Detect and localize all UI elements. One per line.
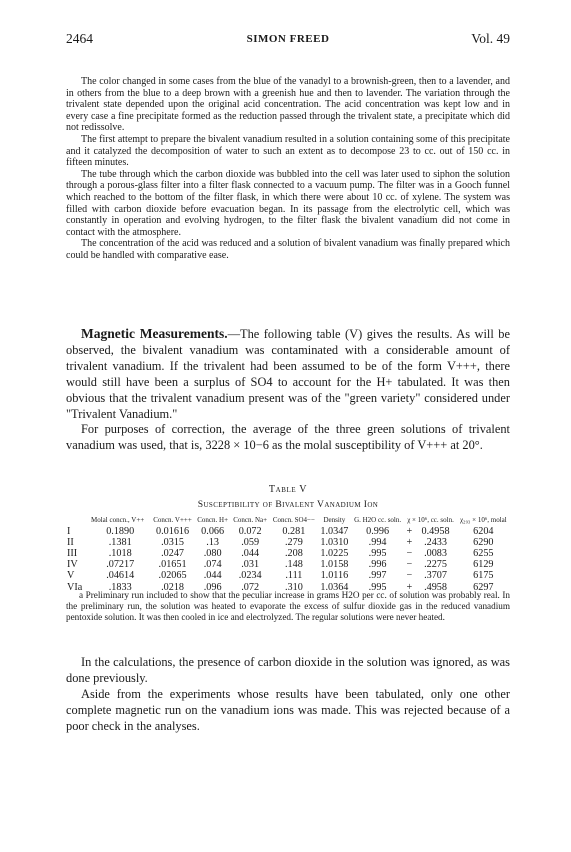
table-header-row <box>66 517 510 526</box>
cell: 0.1890 <box>106 525 135 537</box>
cell: .208 <box>284 548 303 559</box>
footnote-text: a Preliminary run included to show that the peculiar increase in grams H2O per cc. of solution was probably real. In the preliminary run, the solution was heated to evaporate the excess of sulfur dioxide gas in the reduced vanadium pentoxide solution. It was then cooled in ice and electrolyzed. The regular solutions were never heated. <box>66 590 510 623</box>
cell: .044 <box>203 570 222 582</box>
page-header <box>66 31 510 51</box>
heading-dash: — <box>227 327 240 341</box>
paragraph-siphon-tube: The tube through which the carbon dioxide was bubbled into the cell was later used to siphon the solution through a porous-glass filter into a filter flask connected to a vacuum pump. The filter was in a Gooch funnel which reached to the bottom of the filter flask, in which there were about 10 cc. of xylene. The system was filled with carbon dioxide before evacuation began. In its passage from the electrolytic cell, which was constantly in operation and evolving hydrogen, to the filter flask the bivalent vanadium did not come in contact with the atmosphere. <box>66 168 510 238</box>
cell: .995 <box>368 548 387 559</box>
cell: .1381 <box>108 536 132 548</box>
paragraph-calculations: In the calculations, the presence of carbon dioxide in the solution was ignored, as was done previously. <box>66 655 510 685</box>
table-footnote <box>66 590 510 624</box>
cell: 0.996 <box>366 525 390 537</box>
cell: .074 <box>203 559 222 571</box>
cell: 1.0310 <box>320 536 349 548</box>
cell: 0.281 <box>282 525 306 537</box>
cell: 1.0116 <box>320 570 349 582</box>
cell: .031 <box>241 559 260 571</box>
paragraph-magnetic-measurements <box>66 326 510 422</box>
magnetic-section <box>66 326 510 454</box>
table-row <box>66 526 510 537</box>
col-header-chi: χ × 10⁶, cc. soln. <box>407 516 454 524</box>
cell: .07217 <box>106 559 135 571</box>
cell: 1.0364 <box>320 581 349 593</box>
cell: .072 <box>241 581 260 593</box>
cell: .148 <box>284 559 303 571</box>
col-header-chi-molal: χ₂₉₃ × 10⁶, molal <box>459 516 507 524</box>
cell: .995 <box>368 581 387 593</box>
col-header-density: Density <box>323 516 346 524</box>
cell: 1.0225 <box>320 548 349 559</box>
cell: .04614 <box>106 570 135 582</box>
table-title: Table V <box>268 484 308 495</box>
cell: .2275 <box>424 559 447 571</box>
col-header-run <box>66 517 90 526</box>
cell: IV <box>67 559 78 571</box>
cell: .044 <box>241 548 260 559</box>
cell: + <box>406 581 413 593</box>
cell: 0.066 <box>201 525 225 537</box>
paragraph-text: The following table (V) gives the results. As will be observed, the bivalent vanadium was contaminated with a considerable amount of trivalent vanadium. If the trivalent had been assumed to be of the form V+++, there would still have been a surplus of SO4 to account for the H+ tabulated. It was then obvious that the trivalent vanadium present was of the "green variety" considered under "Trivalent Vanadium." <box>66 327 510 421</box>
cell: II <box>67 536 74 548</box>
page-number: 2464 <box>66 31 93 46</box>
cell: .0218 <box>161 581 185 593</box>
table-subtitle: Susceptibility of Bivalent Vanadium Ion <box>197 499 379 510</box>
table-row <box>66 537 510 548</box>
cell: .0083 <box>424 548 447 559</box>
closing-section <box>66 655 510 735</box>
cell: − <box>406 548 413 559</box>
cell: 6175 <box>473 570 494 582</box>
cell: I <box>67 525 71 537</box>
cell: + <box>406 525 413 537</box>
table-row <box>66 548 510 559</box>
cell: .4958 <box>424 581 447 593</box>
section-heading: Magnetic Measurements. <box>81 326 228 341</box>
table-row <box>66 559 510 570</box>
col-header-na: Concn. Na+ <box>233 516 268 524</box>
cell: 0.072 <box>238 525 262 537</box>
running-author: SIMON FREED <box>246 33 330 45</box>
cell: + <box>406 536 413 548</box>
cell: .1018 <box>108 548 132 559</box>
col-header-v3: Concn. V+++ <box>153 516 192 524</box>
susceptibility-table <box>66 517 510 593</box>
cell: − <box>406 559 413 571</box>
cell: 6255 <box>473 548 494 559</box>
cell: .3707 <box>424 570 447 582</box>
col-header-h: Concn. H+ <box>197 516 229 524</box>
cell: 1.0158 <box>320 559 349 571</box>
cell: VIa <box>67 581 83 593</box>
col-header-water: G. H2O cc. soln. <box>354 516 402 524</box>
cell: .0315 <box>161 536 185 548</box>
cell: .310 <box>284 581 303 593</box>
cell: 6290 <box>473 536 494 548</box>
cell: V <box>67 570 75 582</box>
cell: − <box>406 570 413 582</box>
cell: .2433 <box>424 536 447 548</box>
paragraph-acid-reduced: The concentration of the acid was reduced and a solution of bivalent vanadium was finally prepared which could be handled with comparative ease. <box>66 238 510 261</box>
col-header-molal: Molal concn., V++ <box>91 516 145 524</box>
cell: .080 <box>203 548 222 559</box>
small-print-section <box>66 76 510 262</box>
cell: .0247 <box>161 548 185 559</box>
paragraph-correction: For purposes of correction, the average of the three green solutions of trivalent vanadium was used, that is, 3228 × 10−6 as the molal susceptibility of V+++ at 20°. <box>66 422 510 453</box>
cell: .1833 <box>108 581 132 593</box>
paragraph-other-run: Aside from the experiments whose results have been tabulated, only one other complete magnetic run on the vanadium ions was made. This was rejected because of a poor check in the analyses. <box>66 686 510 733</box>
cell: .279 <box>284 536 303 548</box>
cell: 6297 <box>473 581 494 593</box>
paragraph-color-change: The color changed in some cases from the blue of the vanadyl to a brownish-green, then to a lavender, and in others from the blue to a deep brown with a greenish hue and then to lavender. The variation through the trivalent state depended upon the original acid concentration. The acid concentration was kept low and in every case a fine precipitate formed as the reduction passed through the trivalent state, a precipitate which did not redissolve. <box>66 76 510 134</box>
volume-number: Vol. 49 <box>471 31 510 46</box>
col-header-so4: Concn. SO4−− <box>272 516 315 524</box>
cell: .02065 <box>158 570 187 582</box>
cell: 6204 <box>473 525 494 537</box>
cell: 1.0347 <box>320 525 349 537</box>
cell: .997 <box>368 570 387 582</box>
cell: 0.01616 <box>156 525 190 537</box>
cell: III <box>67 548 78 559</box>
paragraph-first-attempt: The first attempt to prepare the bivalent vanadium resulted in a solution containing some of this precipitate and it catalyzed the decomposition of water to such an extent as to decompose 23 to cc. out of 150 cc. in fifteen minutes. <box>66 133 510 169</box>
cell: .0234 <box>238 570 262 582</box>
cell: .994 <box>368 536 387 548</box>
table-row <box>66 570 510 581</box>
cell: .996 <box>368 559 387 571</box>
cell: .13 <box>206 536 219 548</box>
cell: 6129 <box>473 559 494 571</box>
cell: .059 <box>241 536 260 548</box>
cell: .096 <box>203 581 222 593</box>
cell: .111 <box>285 570 303 582</box>
cell: .01651 <box>158 559 187 571</box>
cell: 0.4958 <box>421 525 450 537</box>
